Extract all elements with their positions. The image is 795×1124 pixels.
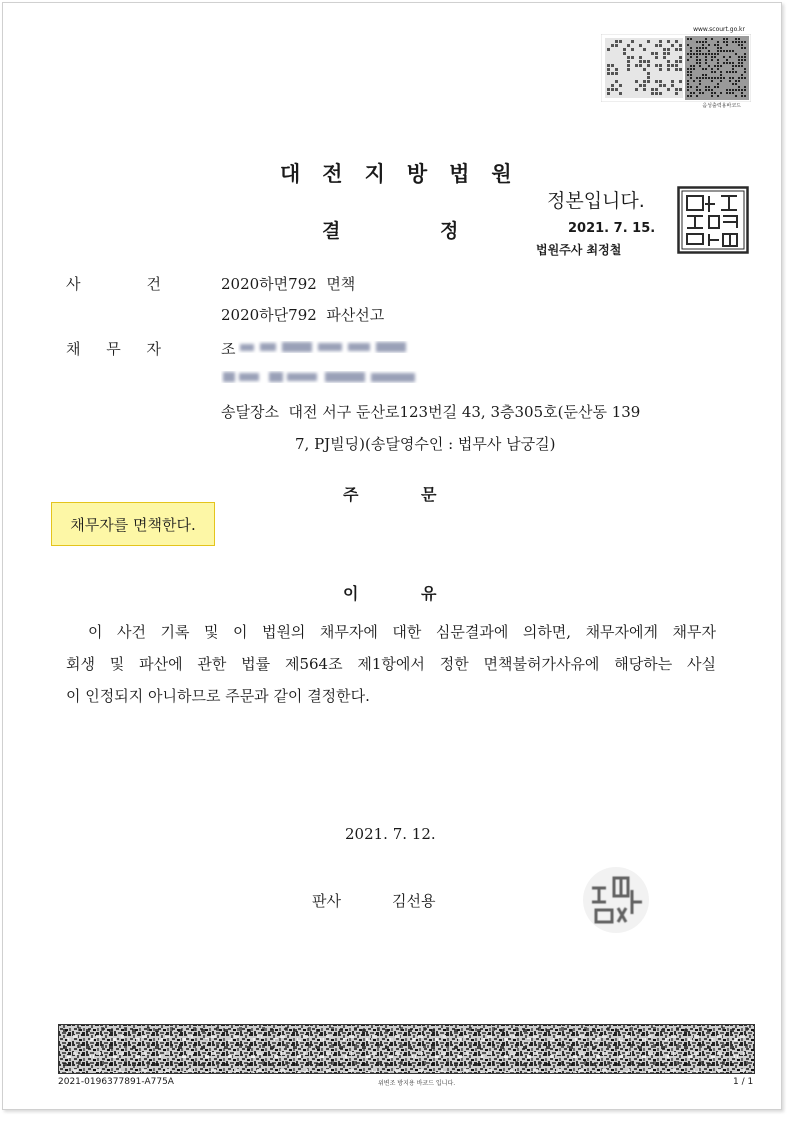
reason-line-1: 이 사건 기록 및 이 법원의 채무자에 대한 심문결과에 의하면, 채무자에게 채무자 (88, 623, 716, 641)
audio-barcode (601, 26, 751, 112)
reason-heading-right: 유 (421, 584, 437, 603)
reason-body (66, 616, 716, 712)
doc-title-left: 결 (322, 220, 341, 242)
court-name: 대전지방법원 (280, 162, 534, 186)
case-label-char-2: 건 (146, 275, 161, 293)
debtor-label-char-2: 무 (106, 340, 121, 358)
anti-forgery-barcode (58, 1024, 755, 1074)
debtor-label-char-3: 자 (146, 340, 161, 358)
debtor-label-char-1: 채 (66, 340, 81, 358)
certified-copy-stamp: 정본입니다. (547, 190, 645, 212)
case-number-discharge: 2020하면792 면책 (221, 275, 356, 293)
case-number-bankruptcy: 2020하단792 파산선고 (221, 306, 385, 324)
debtor-label (66, 338, 161, 359)
barcode-pattern-icon (601, 34, 751, 102)
delivery-address-line-2: 7, PJ빌딩)(송달영수인 : 법무사 남궁길) (295, 435, 556, 453)
order-text-highlight (51, 502, 215, 546)
certification-date: 2021. 7. 15. (568, 221, 656, 236)
page-number: 1 / 1 (733, 1077, 754, 1087)
redacted-address-blur (221, 368, 421, 386)
barcode-note: 위변조 방지용 바코드 입니다. (378, 1080, 456, 1087)
scourt-url: www.scourt.go.kr (693, 26, 745, 33)
reason-heading-left: 이 (343, 584, 359, 603)
court-seal-icon (677, 186, 749, 254)
order-heading-left: 주 (343, 485, 359, 504)
order-text: 채무자를 면책한다. (70, 515, 196, 534)
case-label-char-1: 사 (66, 275, 81, 293)
delivery-address-line-1: 송달장소 대전 서구 둔산로123번길 43, 3층305호(둔산동 139 (221, 403, 641, 421)
redacted-name-blur (238, 338, 410, 356)
debtor-name-prefix: 조 (221, 340, 236, 358)
decision-date: 2021. 7. 12. (345, 825, 436, 843)
judge-name: 김선용 (392, 892, 436, 910)
judge-seal-icon (580, 864, 652, 936)
certification-clerk: 법원주사 최정철 (536, 243, 622, 257)
order-heading-right: 문 (421, 485, 437, 504)
reason-line-2: 회생 및 파산에 관한 법률 제564조 제1항에서 정한 면책불허가사유에 해당하는 사실 (66, 655, 716, 673)
reason-line-3: 이 인정되지 아니하므로 주문과 같이 결정한다. (66, 687, 370, 705)
judge-title: 판사 (312, 892, 341, 910)
case-label (66, 273, 161, 294)
doc-title-right: 정 (440, 220, 459, 242)
document-id: 2021-0196377891-A775A (58, 1077, 174, 1087)
barcode-caption: 음성출력용바코드 (702, 103, 741, 109)
